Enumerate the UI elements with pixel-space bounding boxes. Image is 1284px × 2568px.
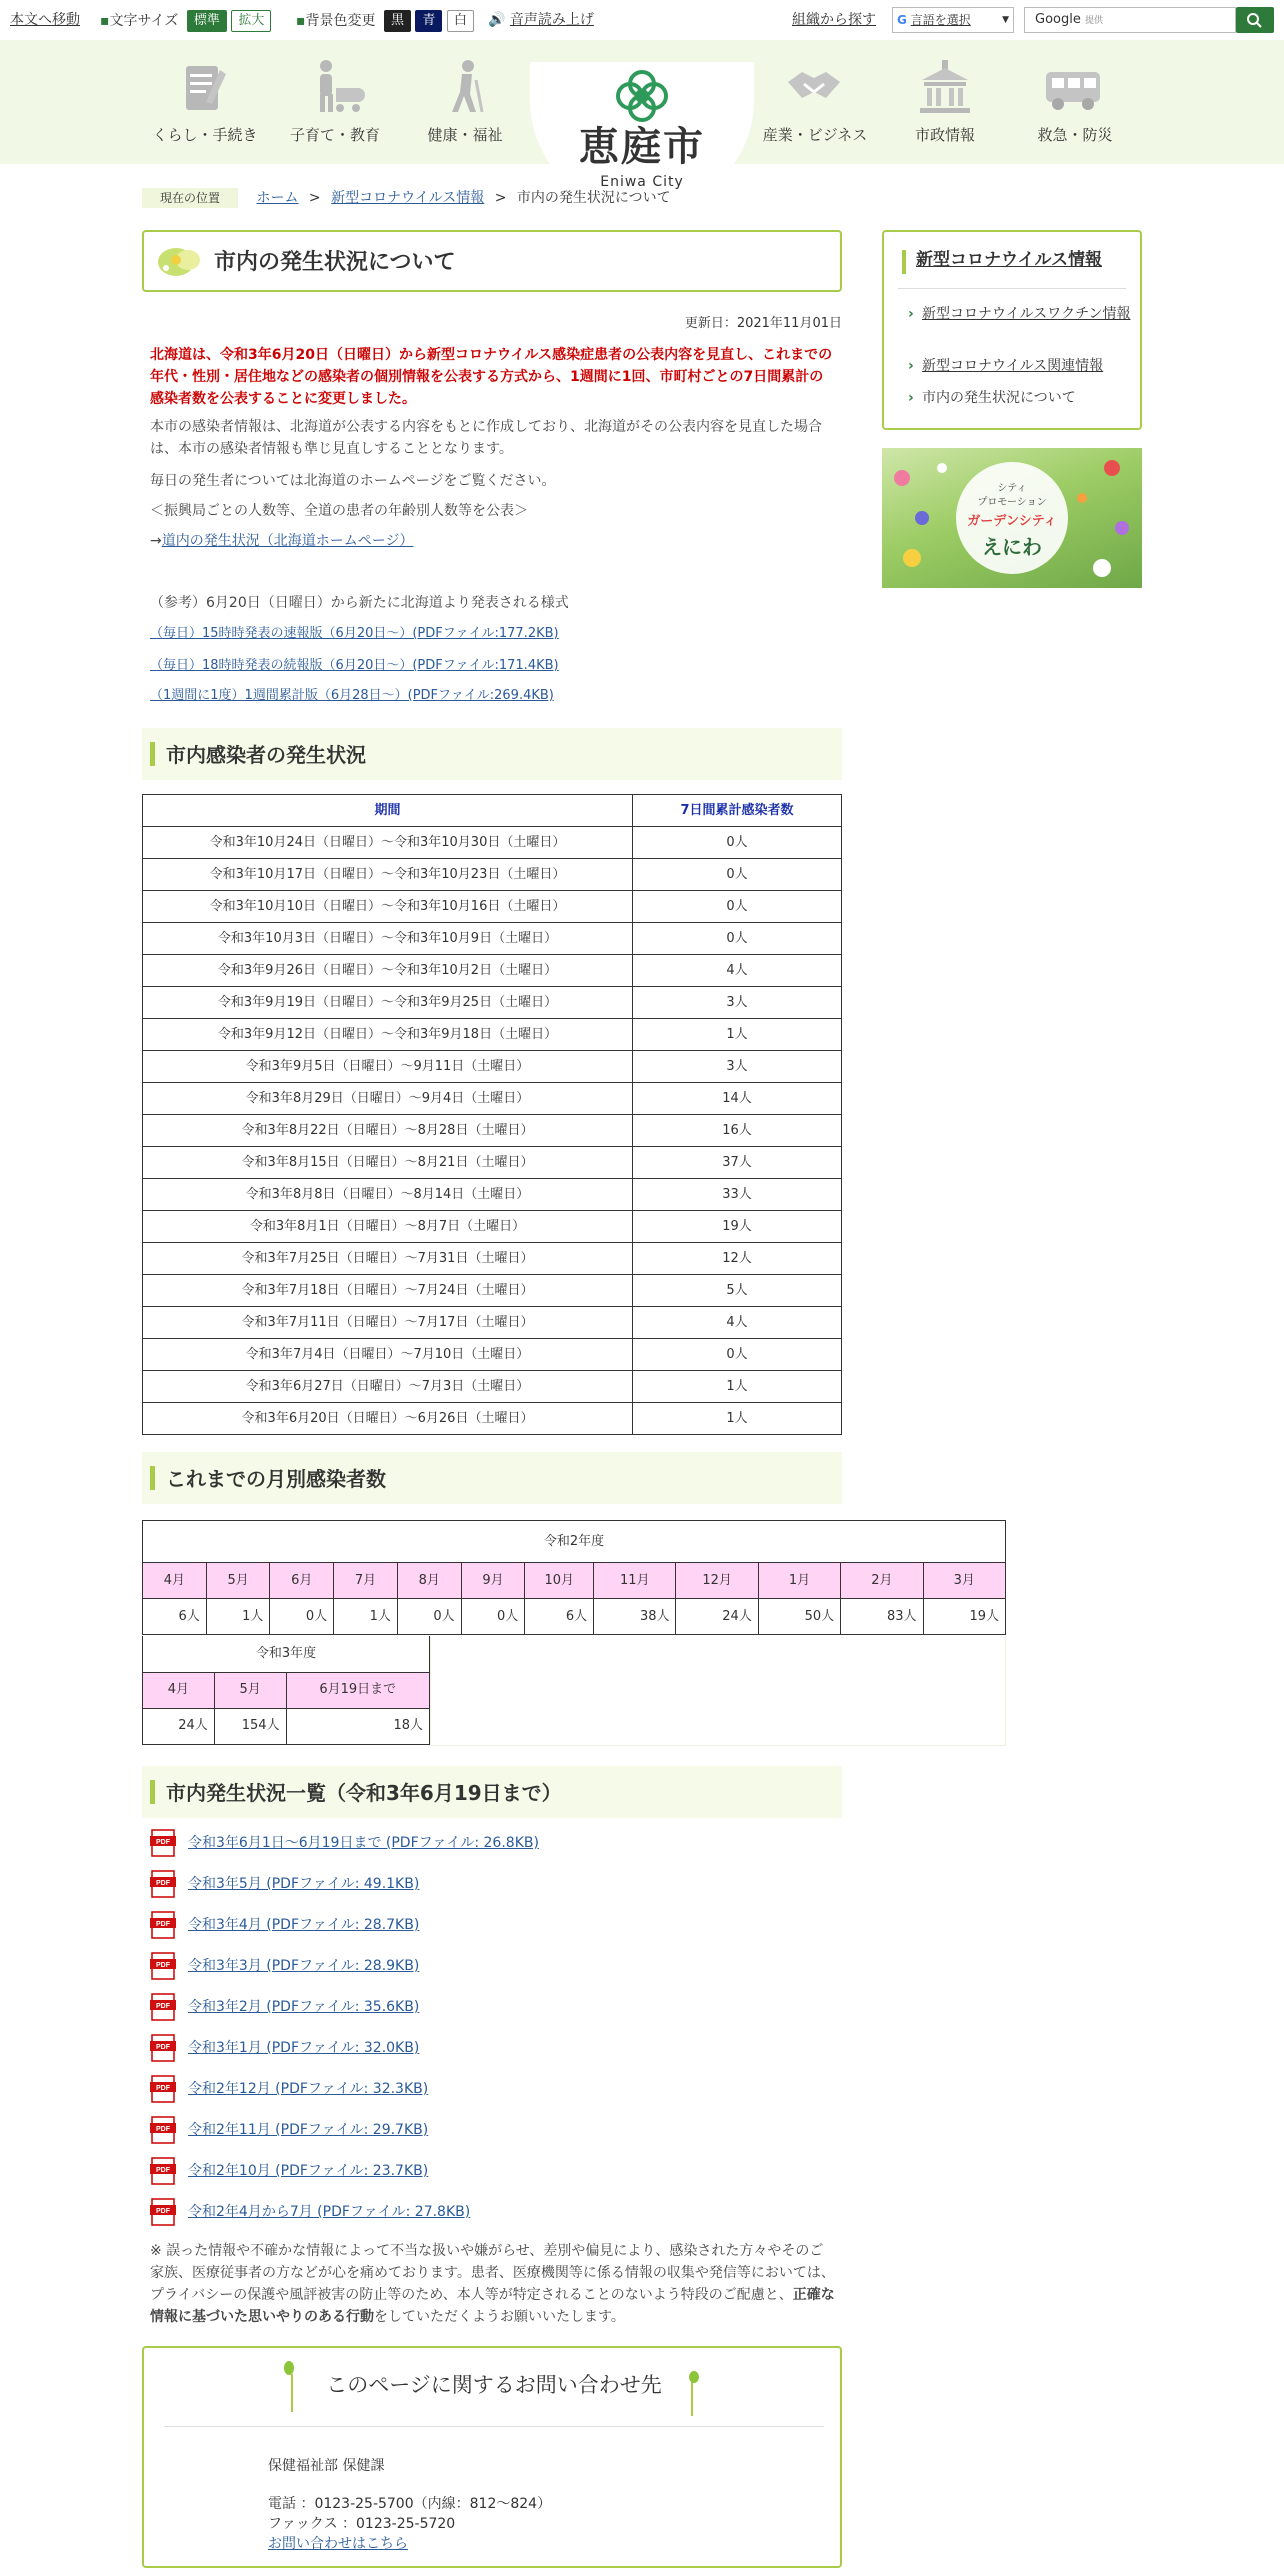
- table-row: [143, 955, 842, 987]
- body-paragraph-3: ＜振興局ごとの人数等、全道の患者の年齢別人数等を公表＞: [150, 503, 528, 519]
- pdf-file-link[interactable]: 令和2年10月 (PDFファイル: 23.7KB): [188, 2163, 429, 2179]
- sidebar-link-current[interactable]: › 市内の発生状況について: [922, 388, 1132, 408]
- period-cell: 令和3年7月4日（日曜日）～7月10日（土曜日）: [143, 1339, 633, 1371]
- logo-title: 恵庭市: [579, 124, 705, 170]
- pdf-icon-text: PDF: [156, 2003, 170, 2010]
- google-label: Google: [1035, 12, 1081, 27]
- value-cell: 38人: [594, 1599, 676, 1635]
- language-select-label: 言語を選択: [910, 13, 971, 27]
- month-cell: 12月: [676, 1563, 758, 1599]
- month-cell: 4月: [143, 1563, 207, 1599]
- pdf-file-link[interactable]: 令和3年2月 (PDFファイル: 35.6KB): [188, 1999, 420, 2015]
- site-search-input[interactable]: [1024, 7, 1236, 33]
- divider: [164, 2426, 824, 2427]
- section-title: 市内発生状況一覧（令和3年6月19日まで）: [166, 1781, 562, 1805]
- value-cell: 0人: [461, 1599, 525, 1635]
- count-cell: 5人: [633, 1275, 842, 1307]
- global-nav: [0, 40, 1284, 190]
- nav-label: 産業・ビジネス: [762, 126, 868, 144]
- privacy-note: [150, 2240, 836, 2328]
- pdf-list-item: [150, 2115, 428, 2149]
- month-cell: 3月: [923, 1563, 1005, 1599]
- period-cell: 令和3年7月11日（日曜日）～7月17日（土曜日）: [143, 1307, 633, 1339]
- org-search-link[interactable]: 組織から探す: [792, 12, 876, 28]
- pdf-file-icon: [150, 2074, 178, 2104]
- bg-blue-button[interactable]: 青: [415, 10, 442, 32]
- period-cell: 令和3年6月27日（日曜日）～7月3日（土曜日）: [143, 1371, 633, 1403]
- contact-tel: 電話 ：0123-25-5700（内線：812～824）: [268, 2496, 552, 2512]
- month-cell: 9月: [461, 1563, 525, 1599]
- period-cell: 令和3年10月10日（日曜日）～令和3年10月16日（土曜日）: [143, 891, 633, 923]
- pdf-list-item: [150, 2033, 419, 2067]
- pdf-file-link[interactable]: 令和2年12月 (PDFファイル: 32.3KB): [188, 2081, 429, 2097]
- font-size-group: [100, 10, 271, 32]
- arrow-text: →: [150, 533, 162, 549]
- privacy-note-b: をしていただくようお願いいたします。: [374, 2309, 625, 2325]
- table-row: [143, 1339, 842, 1371]
- font-large-button[interactable]: 拡大: [231, 10, 271, 32]
- pdf-icon-text: PDF: [156, 2085, 170, 2092]
- period-cell: 令和3年7月25日（日曜日）～7月31日（土曜日）: [143, 1243, 633, 1275]
- month-cell: 10月: [525, 1563, 594, 1599]
- period-cell: 令和3年8月8日（日曜日）～8月14日（土曜日）: [143, 1179, 633, 1211]
- divider: [898, 288, 1126, 289]
- count-cell: 3人: [633, 1051, 842, 1083]
- table-row: [143, 1371, 842, 1403]
- table-row: [143, 1019, 842, 1051]
- pdf-file-icon: [150, 1951, 178, 1981]
- count-cell: 4人: [633, 1307, 842, 1339]
- pdf-file-list: [142, 1828, 842, 2248]
- period-cell: 令和3年8月1日（日曜日）～8月7日（土曜日）: [143, 1211, 633, 1243]
- ref-link-1[interactable]: （毎日）15時時発表の速報版（6月20日～）(PDFファイル:177.2KB): [150, 626, 559, 641]
- period-cell: 令和3年10月3日（日曜日）～令和3年10月9日（土曜日）: [143, 923, 633, 955]
- section-heading-3: [142, 1766, 842, 1818]
- pdf-icon-text: PDF: [156, 2167, 170, 2174]
- breadcrumb-separator-icon: >: [494, 190, 507, 206]
- fiscal-year-label: 令和2年度: [143, 1521, 1006, 1563]
- utility-bar: [0, 0, 1284, 40]
- banner-line-3: ガーデンシティ: [967, 514, 1057, 529]
- breadcrumb-parent[interactable]: 新型コロナウイルス情報: [331, 190, 485, 206]
- table-row: [143, 827, 842, 859]
- pdf-file-icon: [150, 2033, 178, 2063]
- count-cell: 19人: [633, 1211, 842, 1243]
- nav-item-health[interactable]: [400, 58, 530, 147]
- pdf-file-icon: [150, 2197, 178, 2227]
- month-cell: 1月: [758, 1563, 840, 1599]
- pdf-file-link[interactable]: 令和3年1月 (PDFファイル: 32.0KB): [188, 2040, 420, 2056]
- nav-item-living[interactable]: [140, 58, 270, 147]
- table-row: [143, 1083, 842, 1115]
- notebook-pen-icon: [174, 58, 236, 116]
- value-cell: 0人: [397, 1599, 461, 1635]
- value-cell: 154人: [214, 1708, 286, 1744]
- reference-text: （参考）6月20日（日曜日）から新たに北海道より発表される様式: [150, 595, 569, 611]
- nav-item-business[interactable]: [750, 58, 880, 147]
- value-cell: 19人: [923, 1599, 1005, 1635]
- period-cell: 令和3年6月20日（日曜日）～6月26日（土曜日）: [143, 1403, 633, 1435]
- period-cell: 令和3年8月22日（日曜日）～8月28日（土曜日）: [143, 1115, 633, 1147]
- bullet-icon: ▪: [100, 13, 110, 29]
- bg-black-button[interactable]: 黒: [384, 10, 411, 32]
- table-row: [143, 1403, 842, 1435]
- count-cell: 0人: [633, 859, 842, 891]
- ref-link-2[interactable]: （毎日）18時時発表の続報版（6月20日～）(PDFファイル:171.4KB): [150, 658, 559, 673]
- pdf-file-link[interactable]: 令和3年5月 (PDFファイル: 49.1KB): [188, 1876, 420, 1892]
- table-row: [143, 1179, 842, 1211]
- pdf-file-icon: [150, 1992, 178, 2022]
- value-cell: 6人: [525, 1599, 594, 1635]
- handshake-icon: [784, 58, 846, 116]
- pdf-list-item: [150, 1869, 419, 1903]
- count-cell: 1人: [633, 1403, 842, 1435]
- month-cell: 11月: [594, 1563, 676, 1599]
- value-cell: 18人: [286, 1708, 429, 1744]
- page-title: 市内の発生状況について: [214, 250, 456, 275]
- fiscal-year-label: 令和3年度: [143, 1636, 430, 1672]
- pdf-file-link[interactable]: 令和2年4月から7月 (PDFファイル: 27.8KB): [188, 2204, 471, 2220]
- count-cell: 1人: [633, 1019, 842, 1051]
- hokkaido-link-row: [150, 530, 836, 552]
- period-cell: 令和3年9月12日（日曜日）～令和3年9月18日（土曜日）: [143, 1019, 633, 1051]
- bg-color-label: 背景色変更: [305, 13, 376, 29]
- pdf-list-item: [150, 1951, 419, 1985]
- weekly-cases-table: [142, 794, 842, 1435]
- bg-white-button[interactable]: 白: [447, 10, 474, 32]
- pdf-list-item: [150, 1828, 539, 1862]
- pdf-icon-text: PDF: [156, 2044, 170, 2051]
- sidebar-title[interactable]: 新型コロナウイルス情報: [916, 250, 1102, 270]
- bg-color-group: [296, 10, 474, 32]
- table-row: [143, 859, 842, 891]
- month-cell: 8月: [397, 1563, 461, 1599]
- notice-text: 北海道は、令和3年6月20日（日曜日）から新型コロナウイルス感染症患者の公表内容を見直し、これまでの年代・性別・居住地などの感染者の個別情報を公表する方式から、1週間に1回、市町村ごとの7日間累計の感染者数を公表することに変更しました。: [150, 347, 833, 407]
- pdf-list-item: [150, 2197, 470, 2231]
- count-cell: 0人: [633, 923, 842, 955]
- count-cell: 12人: [633, 1243, 842, 1275]
- sidebar-link-related[interactable]: › 新型コロナウイルス関連情報: [922, 356, 1132, 376]
- count-cell: 0人: [633, 1339, 842, 1371]
- table-row: [143, 1147, 842, 1179]
- nav-item-childcare[interactable]: [270, 58, 400, 147]
- pdf-file-icon: [150, 1828, 178, 1858]
- period-cell: 令和3年8月15日（日曜日）～8月21日（土曜日）: [143, 1147, 633, 1179]
- month-row: [143, 1672, 430, 1708]
- period-cell: 令和3年8月29日（日曜日）～9月4日（土曜日）: [143, 1083, 633, 1115]
- month-cell: 7月: [334, 1563, 398, 1599]
- count-cell: 3人: [633, 987, 842, 1019]
- table-row: [143, 1275, 842, 1307]
- value-cell: 83人: [841, 1599, 923, 1635]
- nav-label: 救急・防災: [1037, 126, 1113, 144]
- month-cell: 4月: [143, 1672, 215, 1708]
- privacy-note-bold: 正確な情報に基づいた思いやりのある行動: [150, 2287, 835, 2325]
- banner-line-2: プロモーション: [977, 497, 1047, 508]
- section-title: これまでの月別感染者数: [166, 1467, 386, 1491]
- voice-readout[interactable]: [488, 10, 594, 31]
- language-select[interactable]: [892, 7, 1014, 33]
- pdf-list-item: [150, 2074, 428, 2108]
- period-cell: 令和3年10月17日（日曜日）～令和3年10月23日（土曜日）: [143, 859, 633, 891]
- contact-box: [142, 2346, 842, 2568]
- col-header-period: 期間: [143, 795, 633, 827]
- accent-bar: [902, 250, 906, 274]
- pdf-file-icon: [150, 2156, 178, 2186]
- breadcrumb-label: 現在の位置: [142, 188, 238, 208]
- value-cell: 1人: [334, 1599, 398, 1635]
- month-cell: 5月: [214, 1672, 286, 1708]
- speaker-icon: 🔊: [488, 12, 506, 28]
- pdf-list-item: [150, 1910, 419, 1944]
- month-cell: 6月: [270, 1563, 334, 1599]
- col-header-count: 7日間累計感染者数: [633, 795, 842, 827]
- pdf-file-link[interactable]: 令和3年3月 (PDFファイル: 28.9KB): [188, 1958, 420, 1974]
- pdf-icon-text: PDF: [156, 1921, 170, 1928]
- table-row: [143, 891, 842, 923]
- pdf-file-icon: [150, 1910, 178, 1940]
- month-cell: 2月: [841, 1563, 923, 1599]
- value-cell: 1人: [206, 1599, 270, 1635]
- table-row: [143, 1211, 842, 1243]
- body-paragraph-2: 毎日の発生者については北海道のホームページをご覧ください。: [150, 473, 556, 489]
- pdf-icon-text: PDF: [156, 1839, 170, 1846]
- privacy-note-a: ※ 誤った情報や不確かな情報によって不当な扱いや嫌がらせ、差別や偏見により、感染された方々やそのご家族、医療従事者の方などが心を痛めております。患者、医療機関等に係る情報の収集や発信等においては、プライバシーの保護や風評被害の防止等のため、本人等が特定されることのないよう特段のご配慮と、: [150, 2243, 835, 2303]
- sidebar-menu: [882, 230, 1142, 430]
- pdf-file-link[interactable]: 令和3年6月1日～6月19日まで (PDFファイル: 26.8KB): [188, 1835, 539, 1851]
- leaf-decoration-icon: [154, 242, 206, 282]
- value-cell: 24人: [676, 1599, 758, 1635]
- nav-label: くらし・手続き: [152, 126, 258, 144]
- count-cell: 0人: [633, 891, 842, 923]
- count-cell: 1人: [633, 1371, 842, 1403]
- table-row: [143, 1115, 842, 1147]
- monthly-cases-r2-table: [142, 1520, 1006, 1635]
- count-cell: 33人: [633, 1179, 842, 1211]
- parent-stroller-icon: [304, 58, 366, 116]
- count-cell: 37人: [633, 1147, 842, 1179]
- banner-line-4: えにわ: [982, 535, 1042, 559]
- section-heading-1: [142, 728, 842, 780]
- walking-person-icon: [434, 58, 496, 116]
- font-size-label: 文字サイズ: [109, 13, 179, 29]
- month-row: [143, 1563, 1006, 1599]
- body-paragraph-1: 本市の感染者情報は、北海道が公表する内容をもとに作成しており、北海道がその公表内容を見直した場合は、本市の感染者情報も準じ見直しすることとなります。: [150, 419, 822, 457]
- page-title-box: [142, 230, 842, 292]
- section-heading-2: [142, 1452, 842, 1504]
- nav-label: 市政情報: [914, 126, 975, 144]
- pdf-file-icon: [150, 2115, 178, 2145]
- contact-title: このページに関するお問い合わせ先: [326, 2373, 662, 2397]
- table-row: [143, 1243, 842, 1275]
- logo-subtitle: Eniwa City: [600, 174, 684, 190]
- bullet-icon: ▪: [296, 13, 306, 29]
- table-row: [143, 987, 842, 1019]
- nav-label: 健康・福祉: [427, 126, 503, 144]
- month-cell: 5月: [206, 1563, 270, 1599]
- city-hall-icon: [914, 58, 976, 116]
- google-suffix: 提供: [1084, 16, 1103, 26]
- period-cell: 令和3年7月18日（日曜日）～7月24日（土曜日）: [143, 1275, 633, 1307]
- count-cell: 16人: [633, 1115, 842, 1147]
- pdf-icon-text: PDF: [156, 2208, 170, 2215]
- nav-item-city-info[interactable]: [880, 58, 1010, 147]
- table-row: [143, 1051, 842, 1083]
- breadcrumb-home[interactable]: ホーム: [256, 190, 299, 206]
- pdf-list-item: [150, 1992, 419, 2026]
- font-standard-button[interactable]: 標準: [187, 10, 227, 32]
- breadcrumb-current: 市内の発生状況について: [516, 190, 671, 206]
- pdf-file-icon: [150, 1869, 178, 1899]
- table-row: [143, 1307, 842, 1339]
- chevron-down-icon: ▼: [1002, 15, 1009, 25]
- period-cell: 令和3年10月24日（日曜日）～令和3年10月30日（土曜日）: [143, 827, 633, 859]
- skip-link[interactable]: 本文へ移動: [10, 12, 80, 28]
- value-cell: 50人: [758, 1599, 840, 1635]
- pdf-icon-text: PDF: [156, 1962, 170, 1969]
- monthly-cases-area: [142, 1520, 1006, 1746]
- search-icon: [1236, 7, 1274, 33]
- monthly-cases-r3-table: [142, 1636, 430, 1745]
- table-blank-area: [430, 1636, 1006, 1746]
- pdf-file-link[interactable]: 令和2年11月 (PDFファイル: 29.7KB): [188, 2122, 429, 2138]
- period-cell: 令和3年9月26日（日曜日）～令和3年10月2日（土曜日）: [143, 955, 633, 987]
- city-emblem-icon: [612, 66, 672, 122]
- updated-date: 更新日：2021年11月01日: [684, 316, 842, 331]
- nav-label: 子育て・教育: [289, 126, 380, 144]
- pdf-icon-text: PDF: [156, 1880, 170, 1887]
- value-cell: 6人: [143, 1599, 207, 1635]
- garden-city-banner[interactable]: [882, 448, 1142, 588]
- pdf-list-item: [150, 2156, 428, 2190]
- search-button[interactable]: [1236, 7, 1274, 33]
- voice-readout-link[interactable]: 音声読み上げ: [509, 12, 594, 28]
- breadcrumb: [142, 188, 671, 210]
- hokkaido-link[interactable]: 道内の発生状況（北海道ホームページ）: [161, 533, 414, 549]
- month-cell: 6月19日まで: [286, 1672, 429, 1708]
- period-cell: 令和3年9月5日（日曜日）～9月11日（土曜日）: [143, 1051, 633, 1083]
- count-cell: 0人: [633, 827, 842, 859]
- value-cell: 24人: [143, 1708, 215, 1744]
- section-title: 市内感染者の発生状況: [166, 743, 366, 767]
- ref-link-3[interactable]: （1週間に1度）1週間累計版（6月28日～）(PDFファイル:269.4KB): [150, 688, 554, 703]
- contact-dept: 保健福祉部 保健課: [268, 2458, 385, 2474]
- value-row: [143, 1708, 430, 1744]
- pdf-icon-text: PDF: [156, 2126, 170, 2133]
- google-g-icon: G: [897, 13, 907, 27]
- ambulance-icon: [1044, 58, 1106, 116]
- contact-form-link[interactable]: お問い合わせはこちら: [268, 2536, 408, 2552]
- value-row: [143, 1599, 1006, 1635]
- banner-sub: [956, 482, 1068, 510]
- banner-line-1: シティ: [997, 483, 1027, 494]
- table-row: [143, 923, 842, 955]
- sidebar-link-vaccine[interactable]: › 新型コロナウイルスワクチン情報: [922, 304, 1132, 324]
- value-cell: 0人: [270, 1599, 334, 1635]
- nav-item-emergency[interactable]: [1010, 58, 1140, 147]
- count-cell: 4人: [633, 955, 842, 987]
- pdf-file-link[interactable]: 令和3年4月 (PDFファイル: 28.7KB): [188, 1917, 420, 1933]
- count-cell: 14人: [633, 1083, 842, 1115]
- contact-fax: ファックス ：0123-25-5720: [268, 2516, 456, 2532]
- breadcrumb-separator-icon: >: [308, 190, 321, 206]
- period-cell: 令和3年9月19日（日曜日）～令和3年9月25日（土曜日）: [143, 987, 633, 1019]
